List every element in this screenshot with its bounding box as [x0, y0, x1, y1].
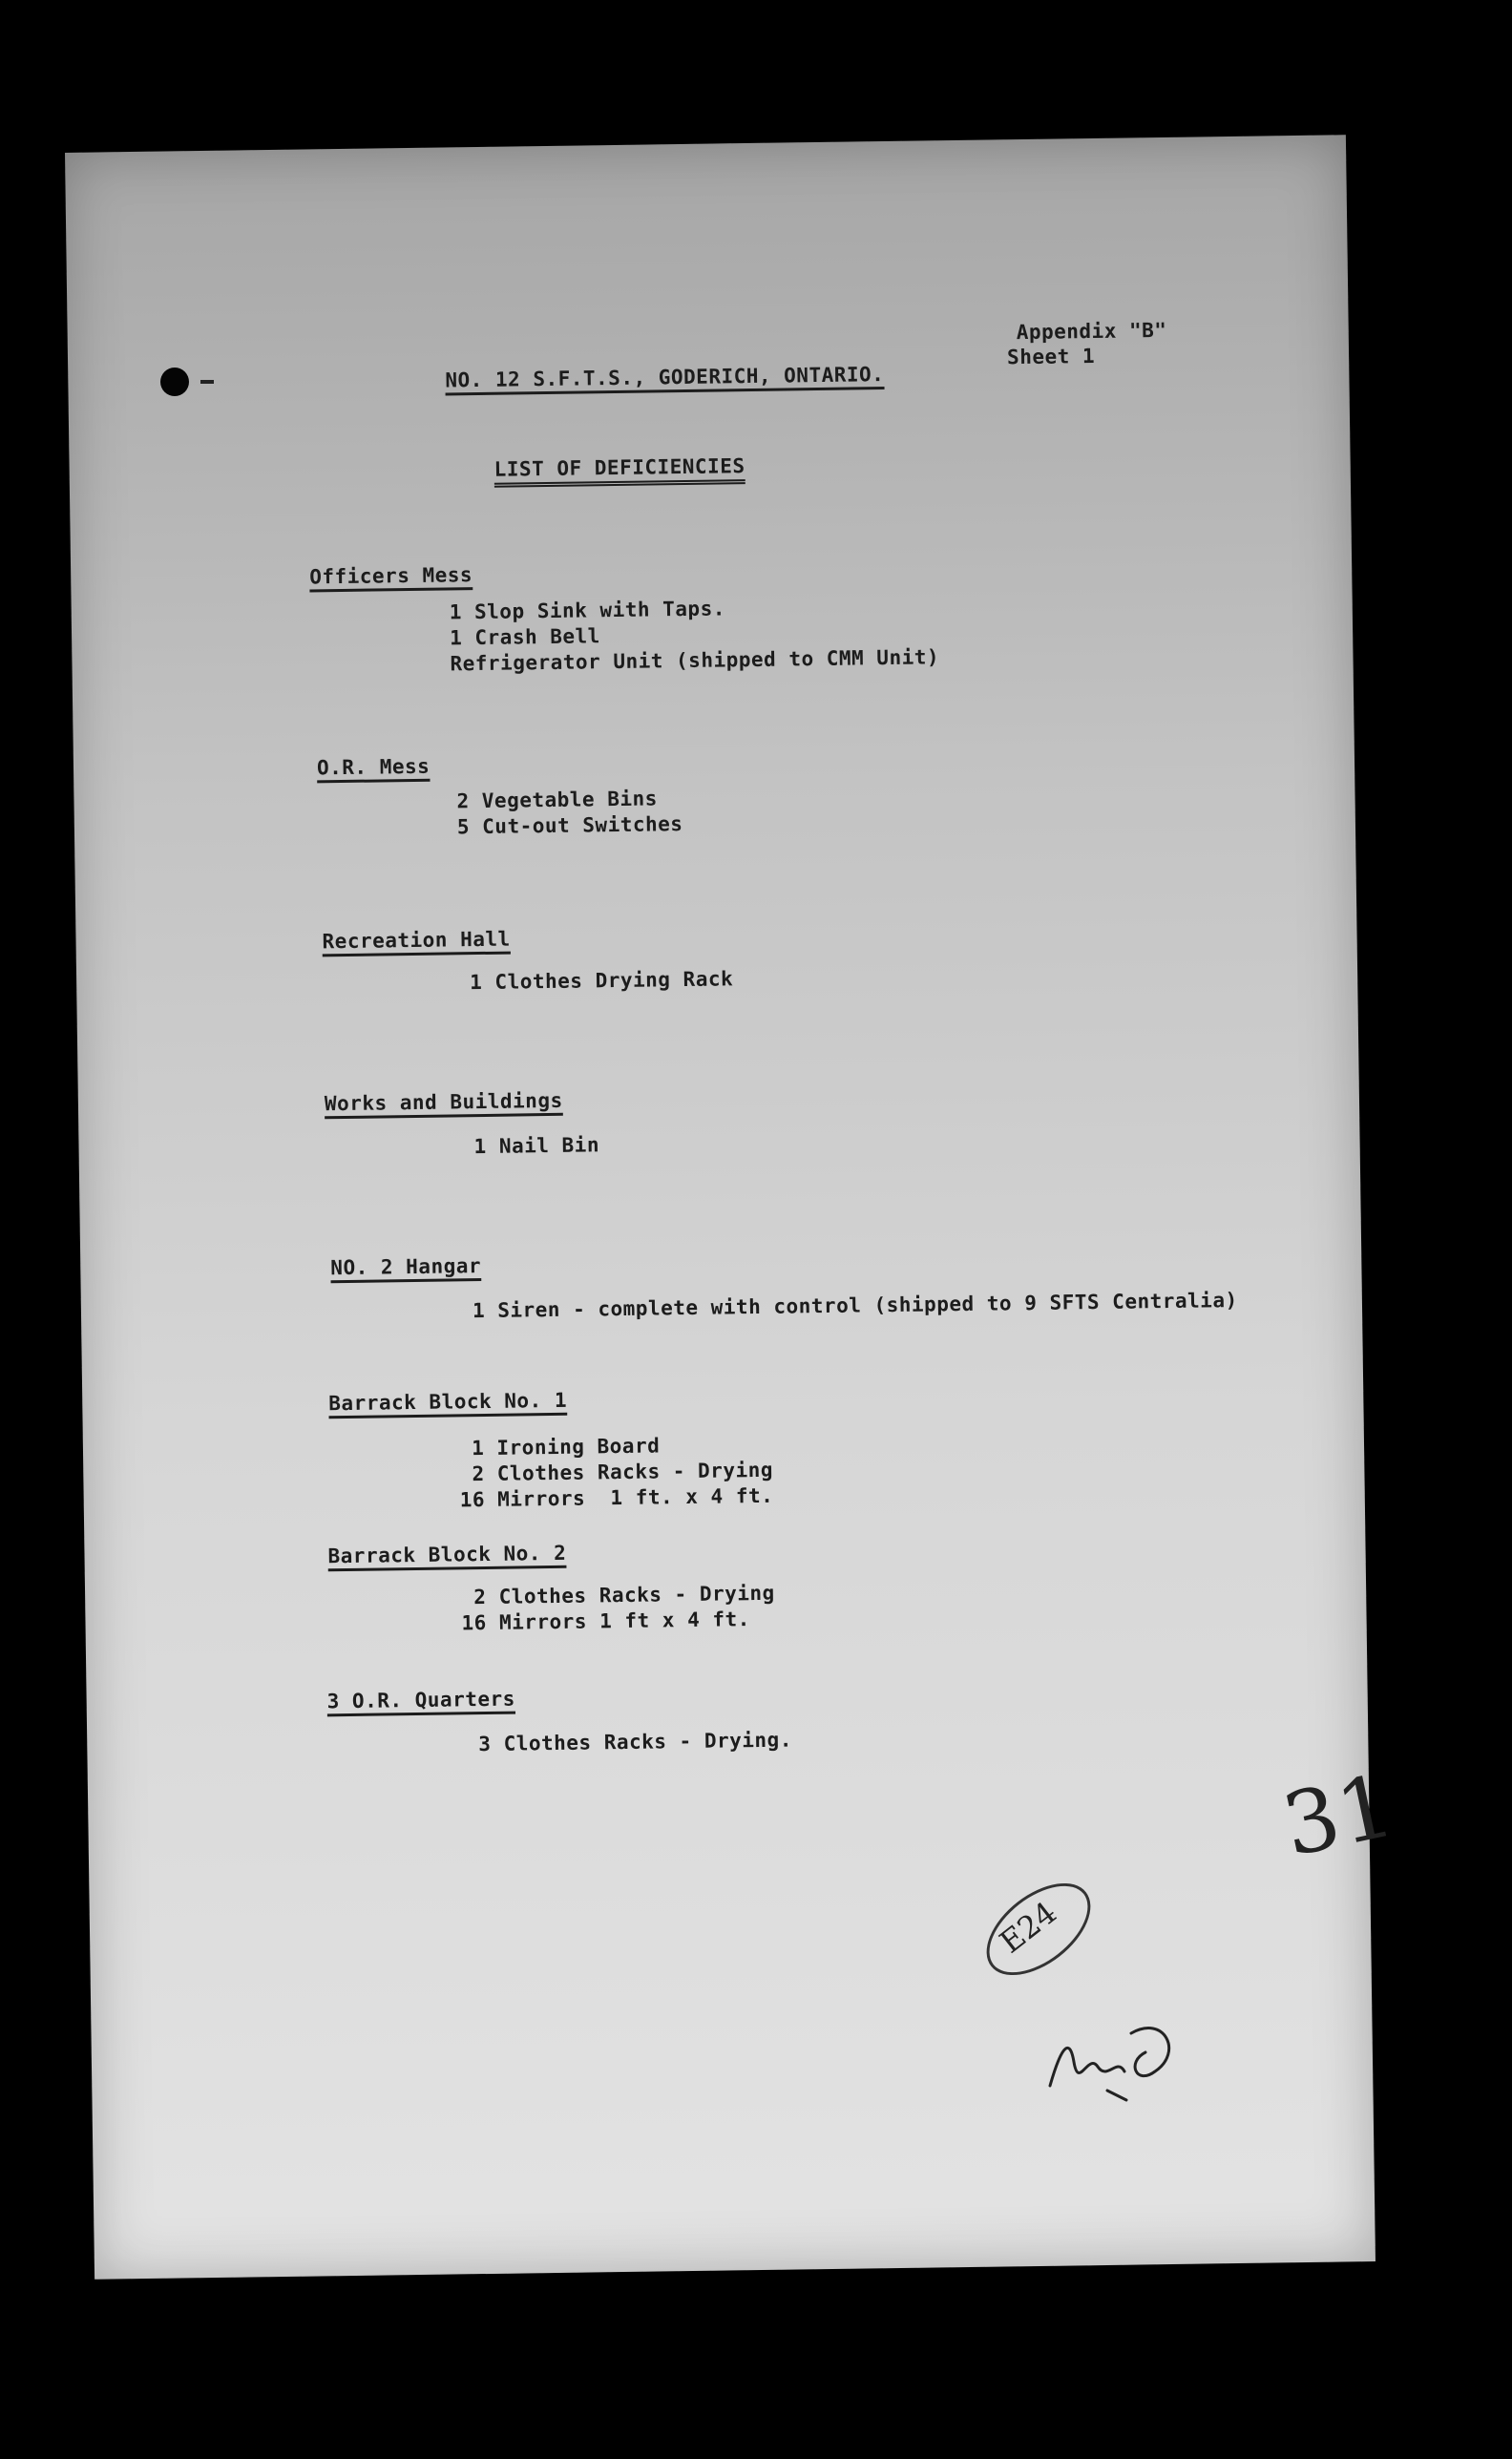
section-heading-officers-mess: Officers Mess [309, 563, 473, 589]
handwritten-initials-signature [1040, 1995, 1193, 2110]
document-sheet [65, 135, 1376, 2280]
sheet-label: Sheet 1 [1006, 344, 1096, 369]
section-items-works-and-buildings [473, 1132, 599, 1160]
punch-hole-mark [160, 368, 189, 396]
list-item: 16 Mirrors 1 ft. x 4 ft. [459, 1483, 774, 1512]
unit-header: NO. 12 S.F.T.S., GODERICH, ONTARIO. [445, 363, 885, 392]
list-item: 2 Clothes Racks - Drying [459, 1458, 774, 1486]
section-items-barrack-block-1 [459, 1432, 774, 1514]
section-items-or-quarters [478, 1728, 792, 1758]
list-item: Refrigerator Unit (shipped to CMM Unit) [450, 645, 940, 676]
handwritten-page-number: 31 [1274, 1755, 1403, 1877]
list-item: 16 Mirrors 1 ft x 4 ft. [461, 1608, 750, 1635]
section-heading-works-and-buildings: Works and Buildings [324, 1088, 563, 1116]
section-heading-recreation-hall: Recreation Hall [322, 927, 511, 954]
section-items-barrack-block-2 [461, 1581, 775, 1637]
section-heading-no2-hangar: NO. 2 Hangar [330, 1254, 482, 1280]
list-item: 2 Clothes Racks - Drying [461, 1581, 775, 1609]
list-item: 5 Cut-out Switches [456, 812, 683, 839]
document-title: LIST OF DEFICIENCIES [494, 454, 746, 481]
list-item: 1 Siren - complete with control (shipped to 9 SFTS Centralia) [472, 1288, 1238, 1323]
section-heading-barrack-block-1: Barrack Block No. 1 [328, 1388, 568, 1416]
section-items-no2-hangar [472, 1288, 1238, 1324]
section-items-officers-mess [450, 593, 940, 677]
list-item: 2 Vegetable Bins [456, 787, 658, 813]
section-items-recreation-hall [470, 966, 733, 996]
section-heading-or-quarters: 3 O.R. Quarters [326, 1687, 515, 1713]
section-heading-or-mess: O.R. Mess [316, 754, 430, 780]
list-item: 1 Crash Bell [449, 624, 601, 650]
list-item: 1 Clothes Drying Rack [470, 967, 734, 995]
margin-mark [200, 380, 214, 384]
list-item: 1 Nail Bin [473, 1133, 600, 1159]
section-items-or-mess [456, 786, 682, 840]
circled-stamp-text: E24 [993, 1894, 1063, 1961]
list-item: 3 Clothes Racks - Drying. [478, 1728, 793, 1756]
list-item: 1 Slop Sink with Taps. [449, 597, 726, 624]
section-heading-barrack-block-2: Barrack Block No. 2 [327, 1541, 567, 1568]
appendix-label: Appendix "B" [1016, 318, 1167, 345]
list-item: 1 Ironing Board [458, 1434, 661, 1461]
